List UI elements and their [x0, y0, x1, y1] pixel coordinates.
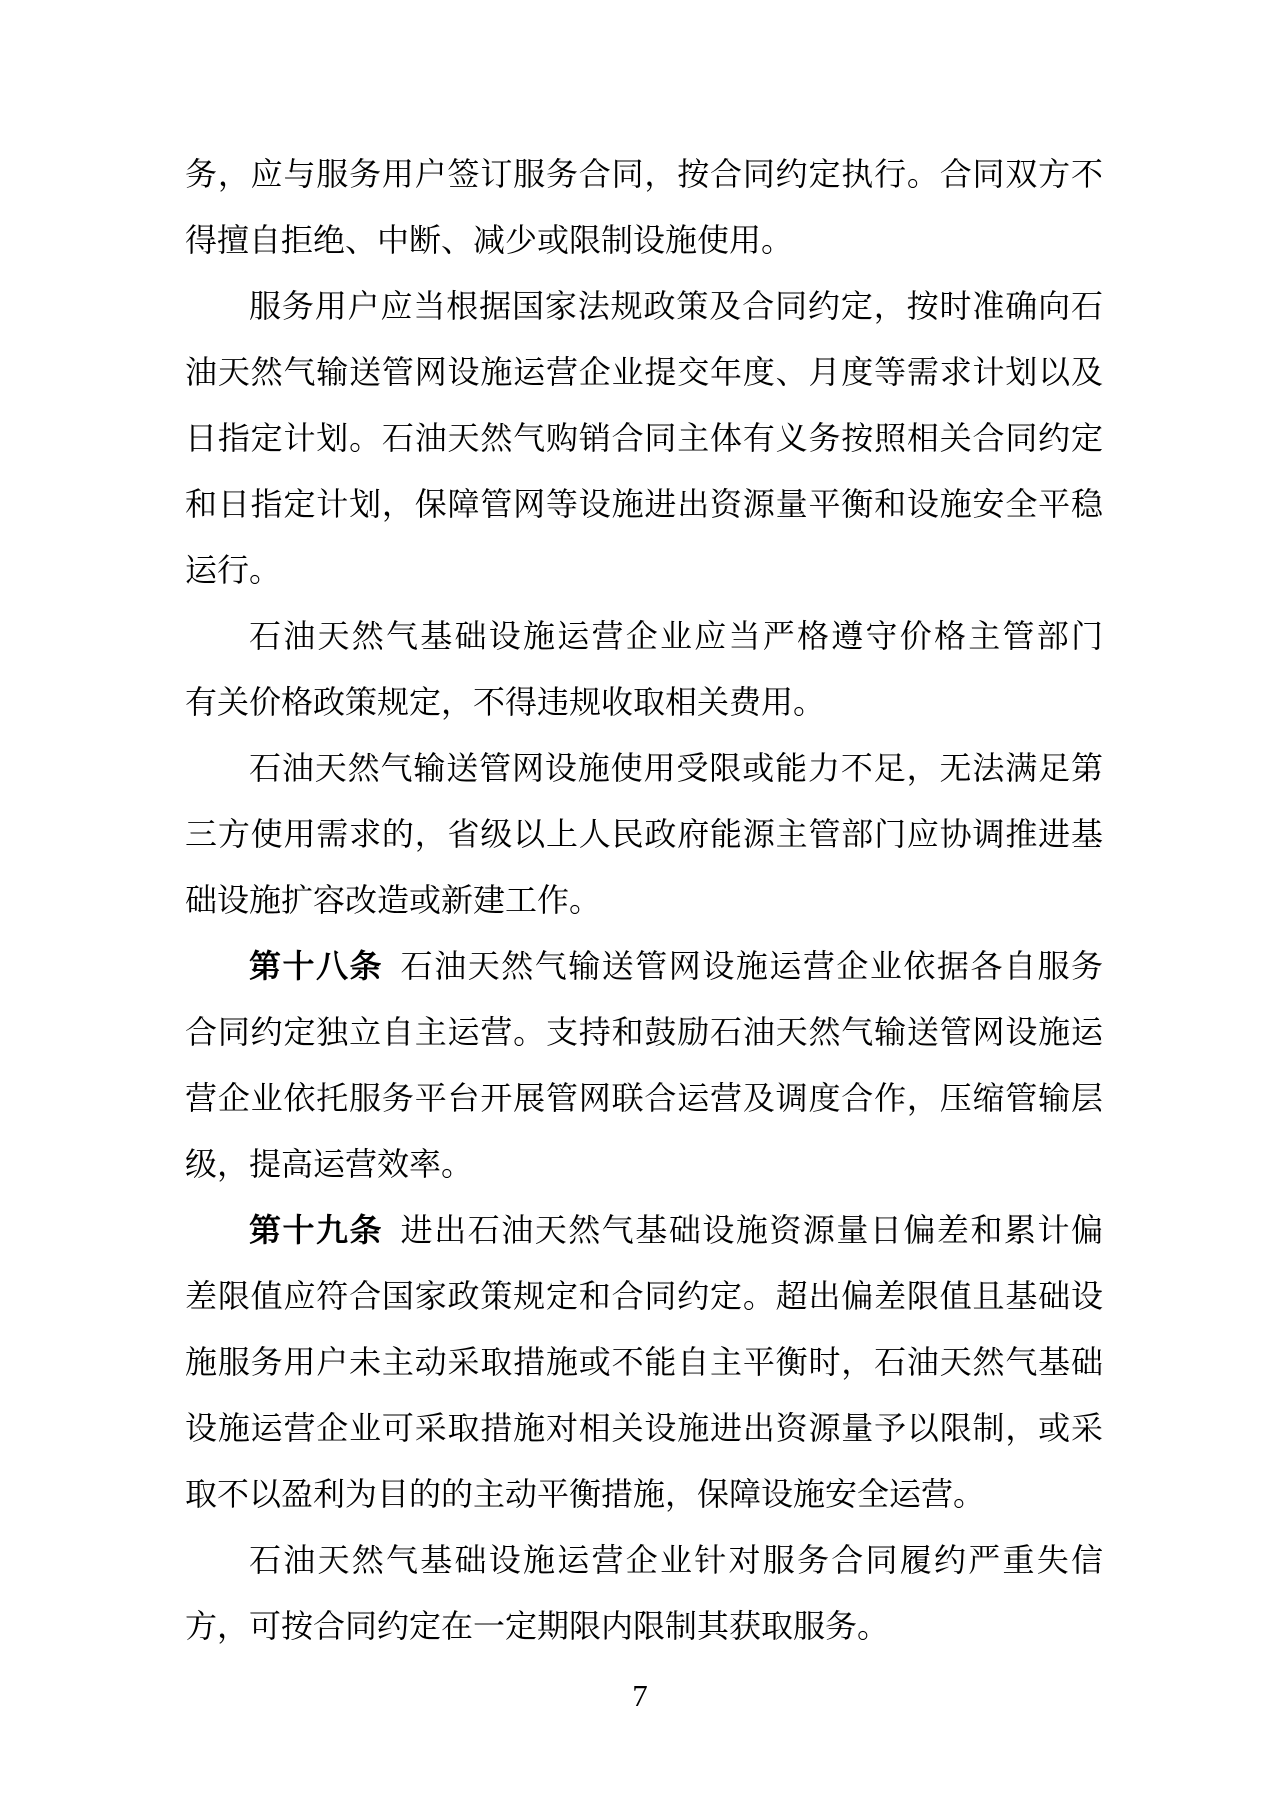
text-line: 石油天然气输送管网设施使用受限或能力不足，无法满足第 [249, 750, 1103, 786]
text-line: 合同约定独立自主运营。支持和鼓励石油天然气输送管网设施运 [185, 1014, 1103, 1050]
text-line: 差限值应符合国家政策规定和合同约定。超出偏差限值且基础设 [185, 1278, 1103, 1314]
text-line: 营企业依托服务平台开展管网联合运营及调度合作，压缩管输层 [185, 1080, 1103, 1116]
text-line: 石油天然气基础设施运营企业应当严格遵守价格主管部门 [249, 618, 1103, 654]
text-line: 取不以盈利为目的的主动平衡措施，保障设施安全运营。 [185, 1476, 986, 1512]
text-line [185, 933, 1103, 999]
text-line: 油天然气输送管网设施运营企业提交年度、月度等需求计划以及 [185, 354, 1103, 390]
text-line: 有关价格政策规定，不得违规收取相关费用。 [185, 684, 826, 720]
text-line: 石油天然气基础设施运营企业针对服务合同履约严重失信 [249, 1542, 1103, 1578]
text-line: 服务用户应当根据国家法规政策及合同约定，按时准确向石 [249, 288, 1103, 324]
text-line: 础设施扩容改造或新建工作。 [185, 882, 602, 918]
line-text: 石油天然气输送管网设施运营企业依据各自服务 [400, 948, 1103, 984]
text-line: 务，应与服务用户签订服务合同，按合同约定执行。合同双方不 [185, 156, 1103, 192]
article-number: 第十八条 [249, 948, 384, 984]
text-line: 方，可按合同约定在一定期限内限制其获取服务。 [185, 1608, 890, 1644]
line-text: 进出石油天然气基础设施资源量日偏差和累计偏 [400, 1212, 1103, 1248]
text-line: 和日指定计划，保障管网等设施进出资源量平衡和设施安全平稳 [185, 486, 1103, 522]
text-line: 得擅自拒绝、中断、减少或限制设施使用。 [185, 222, 794, 258]
text-line: 施服务用户未主动采取措施或不能自主平衡时，石油天然气基础 [185, 1344, 1103, 1380]
document-body [185, 141, 1103, 1659]
text-line: 级，提高运营效率。 [185, 1146, 474, 1182]
text-line: 三方使用需求的，省级以上人民政府能源主管部门应协调推进基 [185, 816, 1103, 852]
text-line: 日指定计划。石油天然气购销合同主体有义务按照相关合同约定 [185, 420, 1103, 456]
text-line [185, 1197, 1103, 1263]
text-line: 运行。 [185, 552, 282, 588]
page-number: 7 [632, 1678, 648, 1713]
article-number: 第十九条 [249, 1212, 384, 1248]
text-line: 设施运营企业可采取措施对相关设施进出资源量予以限制，或采 [185, 1410, 1103, 1446]
